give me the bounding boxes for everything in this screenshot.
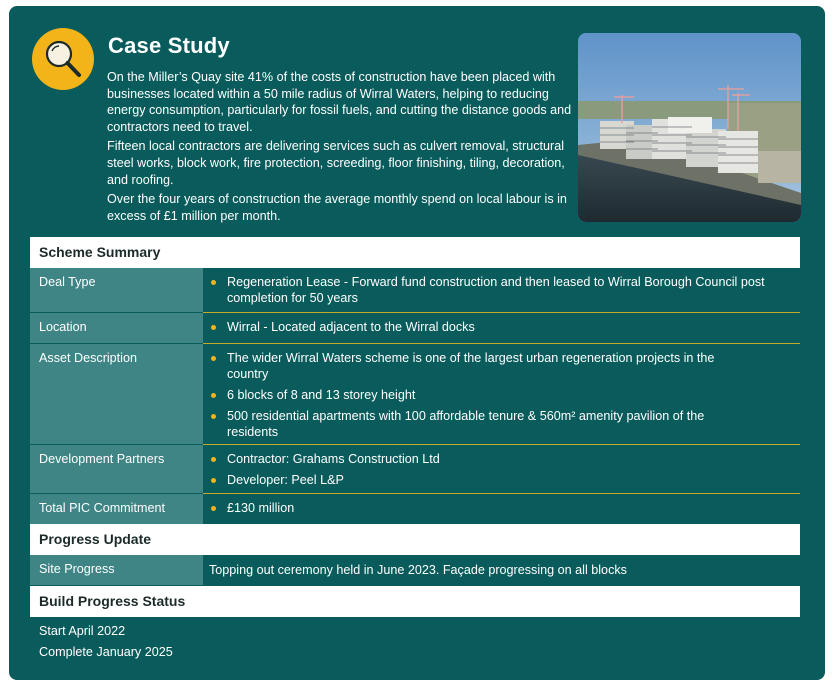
site-photo: [578, 33, 801, 222]
build-progress-heading: Build Progress Status: [30, 586, 800, 617]
scheme-summary-heading: Scheme Summary: [30, 237, 800, 268]
total-pic-label: Total PIC Commitment: [30, 494, 203, 524]
development-partners-value: [203, 445, 800, 493]
list-item: Wirral - Located adjacent to the Wirral docks: [209, 319, 800, 335]
bullet-icon: [211, 506, 216, 511]
intro-paragraph: Fifteen local contractors are delivering services such as culvert removal, structural steel works, block work, fire protection, screeding, floor finishing, tiling, decoration, and roofing.: [107, 139, 565, 187]
list-item: The wider Wirral Waters scheme is one of the largest urban regeneration projects in the country: [209, 350, 750, 382]
development-partners-row: [30, 445, 800, 493]
bullet-icon: [211, 356, 216, 361]
bullet-icon: [211, 325, 216, 330]
deal-type-label: Deal Type: [30, 268, 203, 312]
deal-type-row: [30, 268, 800, 312]
intro-paragraph: On the Miller’s Quay site 41% of the costs of construction have been placed with businesses located within a 50 mile radius of Wirral Waters, helping to reducing energy consumption, particularly for fossil fuels, and cutting the distance goods and contractors need to travel.: [107, 70, 572, 134]
list-item: Developer: Peel L&P: [209, 472, 800, 488]
location-row: [30, 313, 800, 343]
asset-description-value: [203, 344, 800, 444]
bullet-icon: [211, 414, 216, 419]
deal-type-value: [203, 268, 800, 312]
progress-update-heading: Progress Update: [30, 524, 800, 555]
intro-text: [107, 69, 577, 227]
bullet-icon: [211, 393, 216, 398]
development-partners-label: Development Partners: [30, 445, 203, 493]
total-pic-value: [203, 494, 800, 524]
site-progress-label: Site Progress: [30, 555, 203, 585]
bullet-icon: [211, 280, 216, 285]
asset-description-row: [30, 344, 800, 444]
page-title: Case Study: [108, 33, 230, 58]
case-study-card: [9, 6, 825, 680]
list-item: Regeneration Lease - Forward fund construction and then leased to Wirral Borough Council post completion for 50 years: [209, 274, 800, 306]
intro-paragraph: Over the four years of construction the average monthly spend on local labour is in excess of £1 million per month.: [107, 192, 567, 223]
asset-description-label: Asset Description: [30, 344, 203, 444]
bullet-icon: [211, 457, 216, 462]
list-item: £130 million: [209, 500, 800, 516]
list-item: 6 blocks of 8 and 13 storey height: [209, 387, 750, 403]
location-value: [203, 313, 800, 343]
list-item: Contractor: Grahams Construction Ltd: [209, 451, 800, 467]
start-date: Start April 2022: [39, 624, 126, 638]
total-pic-row: [30, 494, 800, 524]
location-label: Location: [30, 313, 203, 343]
site-progress-value: Topping out ceremony held in June 2023. Façade progressing on all blocks: [209, 563, 627, 577]
site-progress-row: [30, 555, 800, 585]
magnifying-glass-icon: [32, 28, 94, 90]
bullet-icon: [211, 478, 216, 483]
complete-date: Complete January 2025: [39, 645, 173, 659]
list-item: 500 residential apartments with 100 affordable tenure & 560m² amenity pavilion of the residents: [209, 408, 750, 440]
